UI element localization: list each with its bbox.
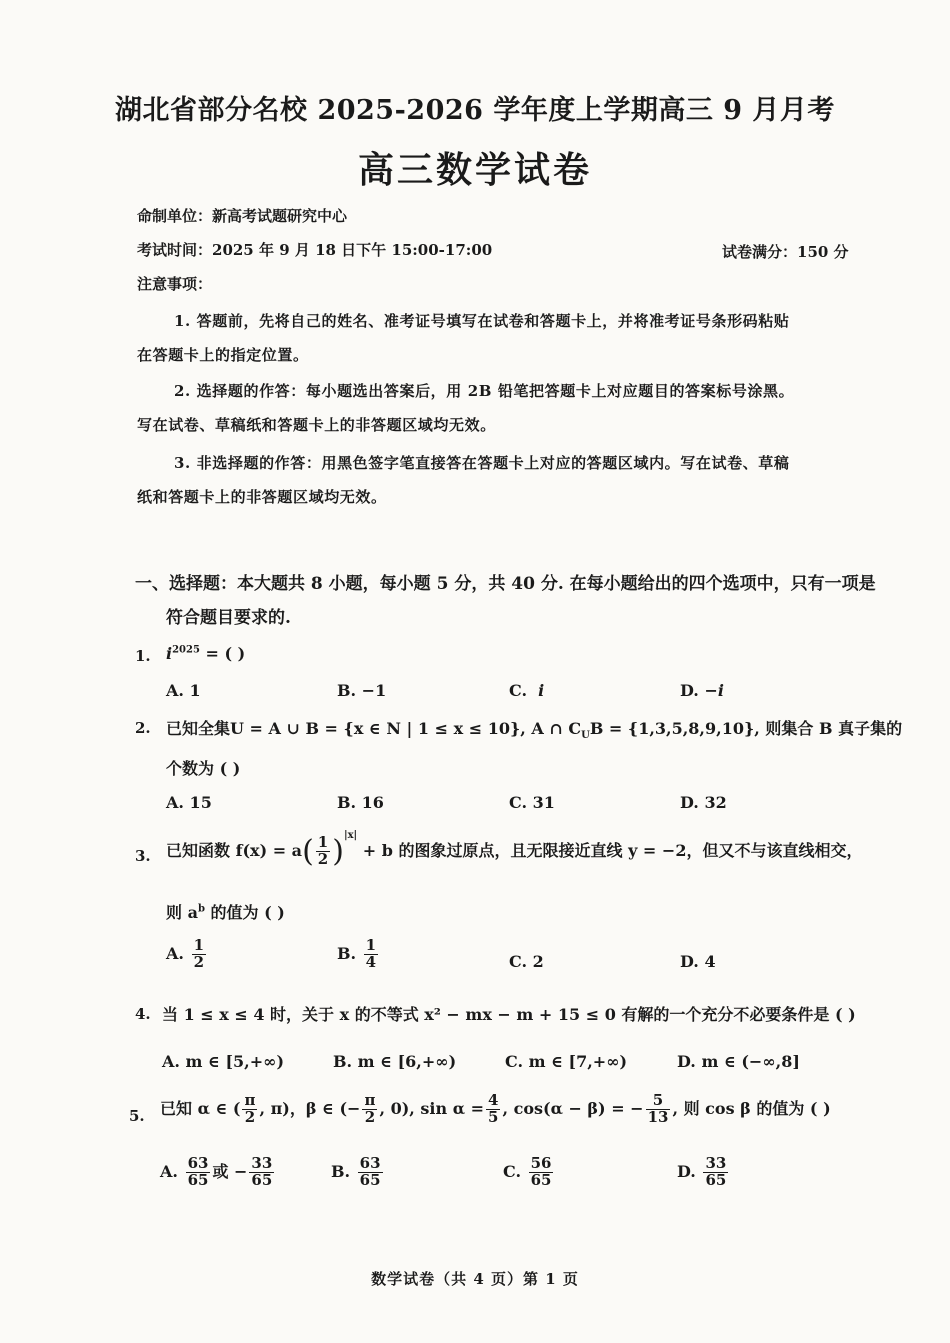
q2-option-c: C. 31 bbox=[509, 793, 555, 812]
q5-frac3 bbox=[486, 1093, 500, 1126]
q5-p2: , π)，β ∈ (− bbox=[259, 1098, 361, 1118]
q3-b-frac bbox=[364, 938, 378, 971]
q2-option-a: A. 15 bbox=[166, 793, 212, 812]
q2-line1-rest: B = {1,3,5,8,9,10}, 则集合 B 真子集的 bbox=[589, 719, 903, 738]
q2-sub: U bbox=[581, 730, 590, 742]
q3-a-label: A. bbox=[166, 943, 184, 963]
q5-p5: , 则 cos β 的值为 ( ) bbox=[672, 1098, 831, 1118]
q1-exp: 2025 bbox=[172, 644, 200, 656]
q3-paren-close: ) bbox=[332, 834, 344, 869]
q3-option-b bbox=[337, 938, 380, 971]
q3-exp: |x| bbox=[343, 830, 358, 841]
q5-cn: 56 bbox=[530, 1154, 552, 1172]
q5-bd: 65 bbox=[359, 1170, 381, 1189]
q2-option-b: B. 16 bbox=[337, 793, 384, 812]
q5-option-d bbox=[677, 1156, 730, 1189]
q3-post: + b 的图象过原点，且无限接近直线 y = −2，但又不与该直线相交， bbox=[357, 841, 863, 860]
q5-f2d: 2 bbox=[364, 1107, 376, 1126]
q5-a-mid: 或 − bbox=[212, 1161, 248, 1181]
q2-option-d: D. 32 bbox=[680, 793, 727, 812]
q5-b-frac bbox=[358, 1156, 383, 1189]
q5-option-c bbox=[503, 1156, 555, 1189]
q3-stem bbox=[166, 830, 862, 869]
q3-pre: 已知函数 f(x) = a bbox=[166, 841, 303, 860]
section-heading-cont: 符合题目要求的. bbox=[166, 608, 291, 628]
q1-c-val: i bbox=[538, 681, 545, 700]
q5-d-frac bbox=[703, 1156, 728, 1189]
q1-rest: = ( ) bbox=[199, 644, 246, 663]
q1-option-c bbox=[509, 681, 544, 700]
q5-stem bbox=[160, 1093, 831, 1126]
q2-number: 2. bbox=[135, 719, 151, 737]
notice-heading: 注意事项： bbox=[137, 275, 213, 293]
q5-frac4 bbox=[646, 1093, 671, 1126]
q1-c-label: C. bbox=[509, 681, 528, 700]
q3-fraction bbox=[316, 835, 330, 868]
q3-a-num: 1 bbox=[193, 936, 204, 954]
q5-p3: , 0), sin α = bbox=[379, 1098, 484, 1118]
exam-title: 湖北省部分名校 2025-2026 学年度上学期高三 9 月月考 bbox=[115, 95, 835, 126]
q5-c-label: C. bbox=[503, 1161, 522, 1181]
q3-option-a bbox=[166, 938, 208, 971]
q3-l2-post: 的值为 ( ) bbox=[204, 903, 285, 922]
q5-f1d: 2 bbox=[244, 1107, 256, 1126]
q3-l2-pre: 则 a bbox=[166, 903, 198, 922]
compiler-unit: 命制单位：新高考试题研究中心 bbox=[137, 207, 348, 225]
q5-f3n: 4 bbox=[488, 1091, 499, 1109]
q1-stem bbox=[166, 644, 245, 663]
q5-dd: 65 bbox=[705, 1170, 727, 1189]
q5-frac2 bbox=[362, 1093, 377, 1126]
q5-a-frac1 bbox=[186, 1156, 211, 1189]
q5-option-b bbox=[331, 1156, 385, 1189]
q2-stem-cont: 个数为 ( ) bbox=[166, 759, 241, 778]
exam-time: 考试时间：2025 年 9 月 18 日下午 15:00-17:00 bbox=[137, 241, 493, 259]
q5-a-frac2 bbox=[249, 1156, 274, 1189]
notice-item-2-line-2: 写在试卷、草稿纸和答题卡上的非答题区域均无效。 bbox=[137, 416, 496, 434]
q5-f3d: 5 bbox=[488, 1107, 499, 1126]
q5-cd: 65 bbox=[530, 1170, 552, 1189]
notice-item-2-line-1: 2. 选择题的作答：每小题选出答案后，用 2B 铅笔把答题卡上对应题目的答案标号涂黑。 bbox=[174, 382, 795, 400]
q1-d-label: D. − bbox=[680, 681, 718, 700]
q3-stem-cont bbox=[166, 900, 285, 923]
q3-frac-num: 1 bbox=[317, 833, 329, 852]
q3-option-d: D. 4 bbox=[680, 952, 716, 971]
q5-option-a bbox=[160, 1156, 276, 1189]
q2-line1: 已知全集U = A ∪ B = {x ∈ N | 1 ≤ x ≤ 10}, A ∩ C bbox=[166, 719, 582, 738]
q1-d-val: i bbox=[717, 681, 724, 700]
q5-c-frac bbox=[529, 1156, 554, 1189]
q3-frac-den: 2 bbox=[317, 850, 329, 868]
notice-item-1-line-2: 在答题卡上的指定位置。 bbox=[137, 346, 309, 364]
q2-stem bbox=[166, 716, 902, 741]
q5-p1: 已知 α ∈ ( bbox=[160, 1098, 241, 1118]
q3-b-den: 4 bbox=[365, 952, 377, 971]
q4-option-b: B. m ∈ [6,+∞) bbox=[333, 1052, 457, 1071]
notice-item-3-line-2: 纸和答题卡上的非答题区域均无效。 bbox=[137, 488, 387, 506]
notice-item-1-line-1: 1. 答题前，先将自己的姓名、准考证号填写在试卷和答题卡上，并将准考证号条形码粘贴 bbox=[174, 312, 790, 330]
q5-f2n: π bbox=[364, 1091, 376, 1109]
q5-a1n: 63 bbox=[187, 1154, 209, 1172]
q5-a1d: 65 bbox=[187, 1170, 209, 1189]
q4-option-c: C. m ∈ [7,+∞) bbox=[505, 1052, 628, 1071]
q1-option-b: B. −1 bbox=[337, 681, 387, 700]
notice-item-3-line-1: 3. 非选择题的作答：用黑色签字笔直接答在答题卡上对应的答题区域内。写在试卷、草稿 bbox=[174, 454, 790, 472]
q5-frac1 bbox=[242, 1093, 257, 1126]
q5-f1n: π bbox=[244, 1091, 256, 1109]
exam-subtitle: 高三数学试卷 bbox=[357, 149, 592, 191]
q5-a2d: 65 bbox=[251, 1170, 273, 1189]
q3-b-label: B. bbox=[337, 943, 357, 963]
q3-number: 3. bbox=[135, 847, 151, 865]
q4-number: 4. bbox=[135, 1005, 151, 1023]
section-heading: 一、选择题：本大题共 8 小题，每小题 5 分，共 40 分. 在每小题给出的四个选项中，只有一项是 bbox=[135, 574, 876, 594]
page-footer: 数学试卷（共 4 页）第 1 页 bbox=[371, 1270, 579, 1288]
q5-d-label: D. bbox=[677, 1161, 696, 1181]
q4-stem: 当 1 ≤ x ≤ 4 时，关于 x 的不等式 x² − mx − m + 15 ≤ 0 有解的一个充分不必要条件是 ( ) bbox=[162, 1005, 856, 1024]
q3-paren-open: ( bbox=[302, 834, 314, 869]
q1-option-a: A. 1 bbox=[166, 681, 201, 700]
q3-a-den: 2 bbox=[193, 952, 204, 971]
q5-f4d: 13 bbox=[647, 1107, 669, 1126]
q4-option-a: A. m ∈ [5,+∞) bbox=[162, 1052, 285, 1071]
q5-a-label: A. bbox=[160, 1161, 178, 1181]
q5-dn: 33 bbox=[705, 1154, 727, 1172]
q1-option-d bbox=[680, 681, 724, 700]
q3-l2-exp: b bbox=[197, 903, 205, 915]
q1-base: i bbox=[166, 644, 173, 663]
q3-option-c: C. 2 bbox=[509, 952, 544, 971]
q5-a2n: 33 bbox=[251, 1154, 273, 1172]
q4-option-d: D. m ∈ (−∞,8] bbox=[677, 1052, 800, 1071]
q3-a-frac bbox=[192, 938, 206, 971]
q5-p4: , cos(α − β) = − bbox=[502, 1098, 644, 1118]
q5-bn: 63 bbox=[359, 1154, 381, 1172]
q3-b-num: 1 bbox=[365, 936, 377, 954]
q5-b-label: B. bbox=[331, 1161, 351, 1181]
q5-number: 5. bbox=[129, 1107, 145, 1125]
q5-f4n: 5 bbox=[646, 1093, 671, 1110]
q1-number: 1. bbox=[135, 647, 151, 665]
full-score: 试卷满分：150 分 bbox=[722, 243, 849, 261]
